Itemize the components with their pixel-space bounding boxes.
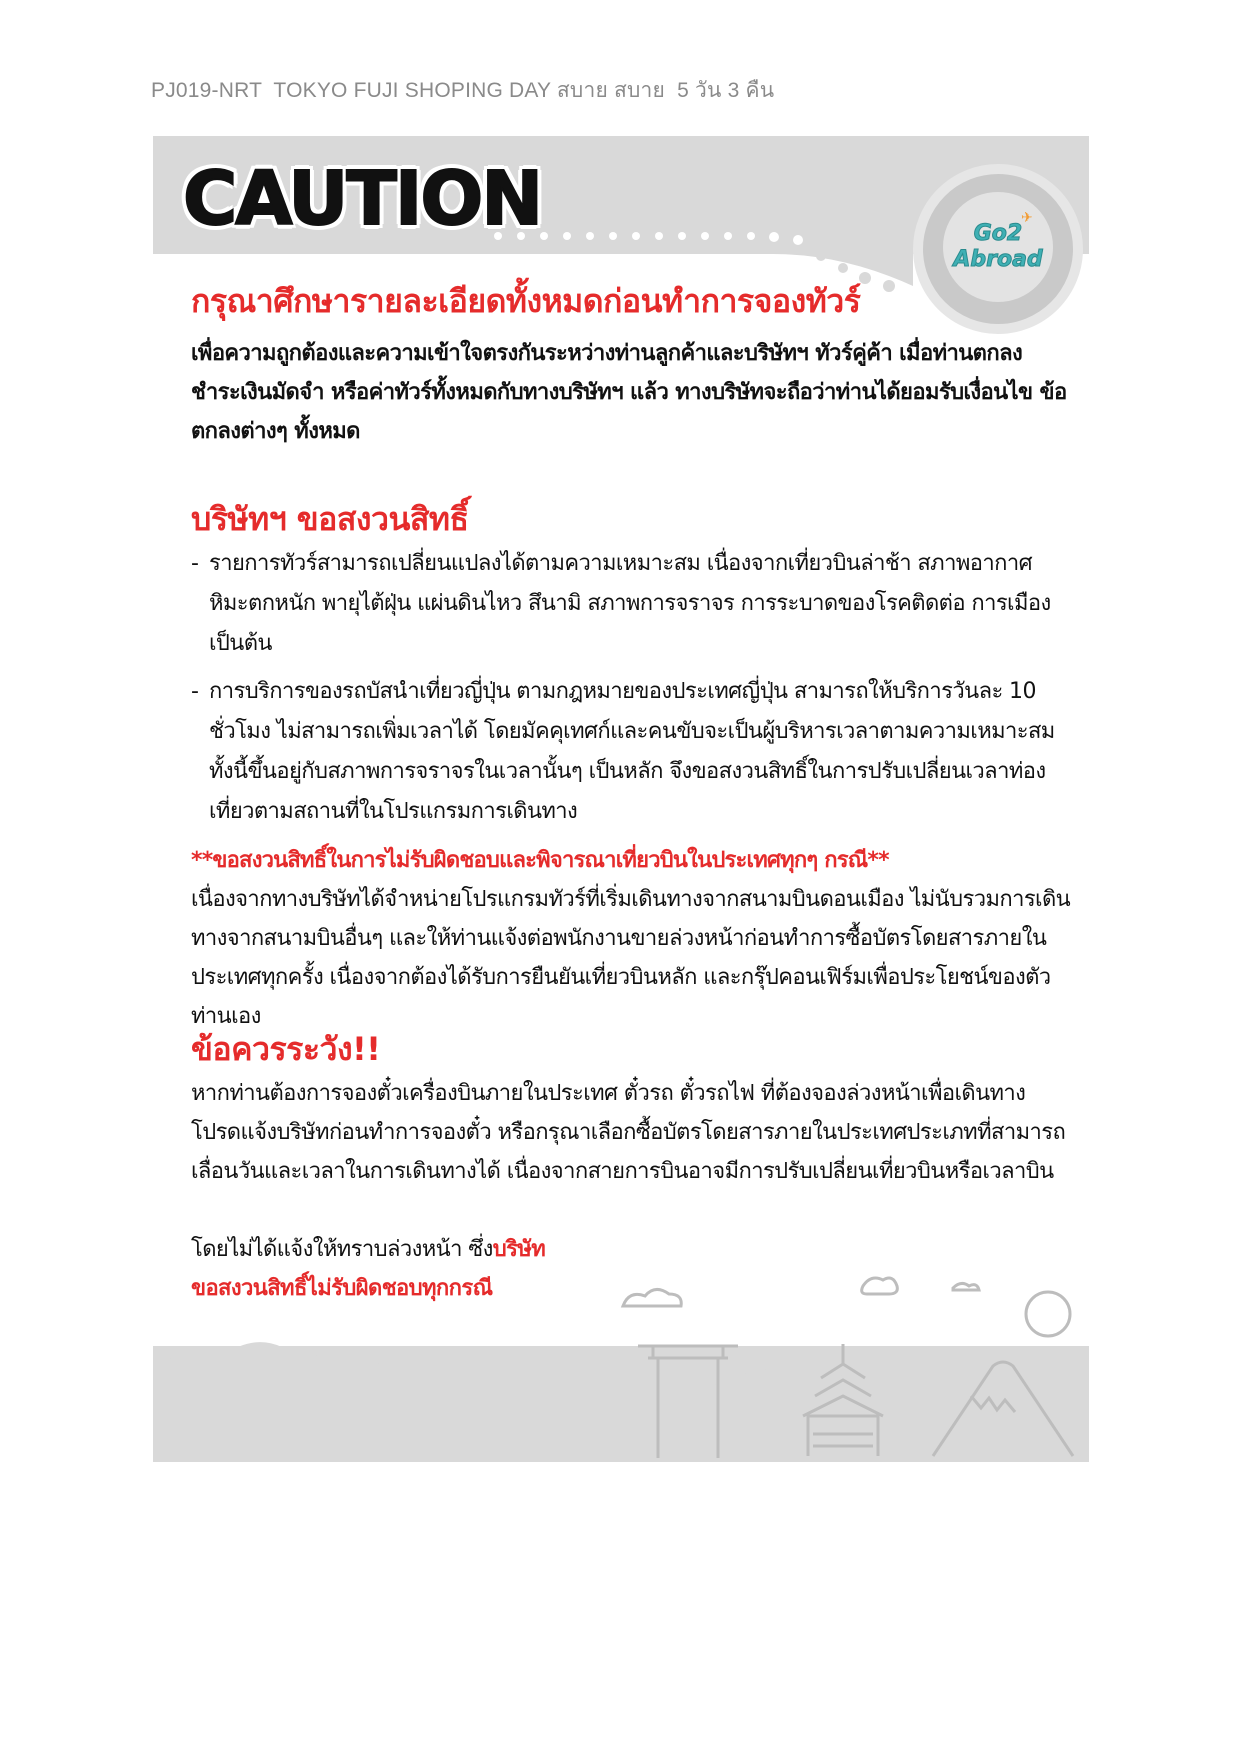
- list-item: - รายการทัวร์สามารถเปลี่ยนแปลงได้ตามความเหมาะสม เนื่องจากเที่ยวบินล่าช้า สภาพอากาศ หิมะตกหนัก พายุไต้ฝุ่น แผ่นดินไหว สึนามิ สภาพการจราจร การระบาดของโรคติดต่อ การเมือง เป็นต้น: [191, 544, 1071, 664]
- caution-poster: [153, 136, 1089, 1462]
- bullet-text: รายการทัวร์สามารถเปลี่ยนแปลงได้ตามความเหมาะสม เนื่องจากเที่ยวบินล่าช้า สภาพอากาศ หิมะตกหนัก พายุไต้ฝุ่น แผ่นดินไหว สึนามิ สภาพการจราจร การระบาดของโรคติดต่อ การเมือง เป็นต้น: [209, 551, 1051, 656]
- caution-title: CAUTION: [183, 156, 542, 242]
- section4-line2-red: บริษัท: [492, 1237, 546, 1262]
- section4-line2-prefix: โดยไม่ได้แจ้งให้ทราบล่วงหน้า ซึ่ง: [191, 1237, 493, 1262]
- go2abroad-logo: [913, 164, 1083, 334]
- plane-icon: ✈: [1021, 210, 1033, 226]
- japan-scenery-illustration: [153, 1266, 1089, 1462]
- section1-body: เพื่อความถูกต้องและความเข้าใจตรงกันระหว่างท่านลูกค้าและบริษัทฯ ทัวร์คู่ค้า เมื่อท่านตกลงชำระเงินมัดจำ หรือค่าทัวร์ทั้งหมดกับทางบริษัทฯ แล้ว ทางบริษัทจะถือว่าท่านได้ยอมรับเงื่อนไข ข้อตกลงต่างๆ ทั้งหมด: [191, 341, 1067, 444]
- section4-line2: [191, 1230, 1071, 1269]
- bullet-text: การบริการของรถบัสนำเที่ยวญี่ปุ่น ตามกฎหมายของประเทศญี่ปุ่น สามารถให้บริการวันละ 10 ชั่วโมง ไม่สามารถเพิ่มเวลาได้ โดยมัคคุเทศก์และคนขับจะเป็นผู้บริหารเวลาตามความเหมาะสม ทั้งนี้ขึ้นอยู่กับสภาพการจราจรในเวลานั้นๆ เป็นหลัก จึงขอสงวนสิทธิ์ในการปรับเปลี่ยนเวลาท่องเที่ยวตามสถานที่ในโปรแกรมการเดินทาง: [209, 679, 1055, 824]
- section4-line3-red: ขอสงวนสิทธิ์ไม่รับผิดชอบทุกกรณี: [191, 1276, 493, 1301]
- section3-heading: **ขอสงวนสิทธิ์ในการไม่รับผิดชอบและพิจารณาเที่ยวบินในประเทศทุกๆ กรณี**: [191, 848, 889, 873]
- section4-body: หากท่านต้องการจองตั๋วเครื่องบินภายในประเทศ ตั๋วรถ ตั๋วรถไฟ ที่ต้องจองล่วงหน้าเพื่อเดินทาง โปรดแจ้งบริษัทก่อนทำการจองตั๋ว หรือกรุณาเลือกซื้อบัตรโดยสารภายในประเทศประเภทที่สามารถเลื่อนวันและเวลาในการเดินทางได้ เนื่องจากสายการบินอาจมีการปรับเปลี่ยนเที่ยวบินหรือเวลาบิน: [191, 1081, 1066, 1184]
- section3-body: เนื่องจากทางบริษัทได้จำหน่ายโปรแกรมทัวร์ที่เริ่มเดินทางจากสนามบินดอนเมือง ไม่นับรวมการเดินทางจากสนามบินอื่นๆ และให้ท่านแจ้งต่อพนักงานขายล่วงหน้าก่อนทำการซื้อบัตรโดยสารภายในประเทศทุกครั้ง เนื่องจากต้องได้รับการยืนยันเที่ยวบินหลัก และกรุ๊ปคอนเฟิร์มเพื่อประโยชน์ของตัวท่านเอง: [191, 887, 1071, 1029]
- list-item: - การบริการของรถบัสนำเที่ยวญี่ปุ่น ตามกฎหมายของประเทศญี่ปุ่น สามารถให้บริการวันละ 10 ชั่วโมง ไม่สามารถเพิ่มเวลาได้ โดยมัคคุเทศก์และคนขับจะเป็นผู้บริหารเวลาตามความเหมาะสม ทั้งนี้ขึ้นอยู่กับสภาพการจราจรในเวลานั้นๆ เป็นหลัก จึงขอสงวนสิทธิ์ในการปรับเปลี่ยนเวลาท่องเที่ยวตามสถานที่ในโปรแกรมการเดินทาง: [191, 672, 1071, 832]
- section4-heading: ข้อควรระวัง!!: [191, 1030, 381, 1068]
- section1-heading: กรุณาศึกษารายละเอียดทั้งหมดก่อนทำการจองทัวร์: [191, 282, 861, 320]
- section2-heading: บริษัทฯ ขอสงวนสิทธิ์: [191, 500, 469, 538]
- page-header: PJ019-NRT TOKYO FUJI SHOPING DAY สบาย สบาย 5 วัน 3 คืน: [151, 79, 775, 102]
- logo-text: Go2 Abroad: [953, 221, 1043, 272]
